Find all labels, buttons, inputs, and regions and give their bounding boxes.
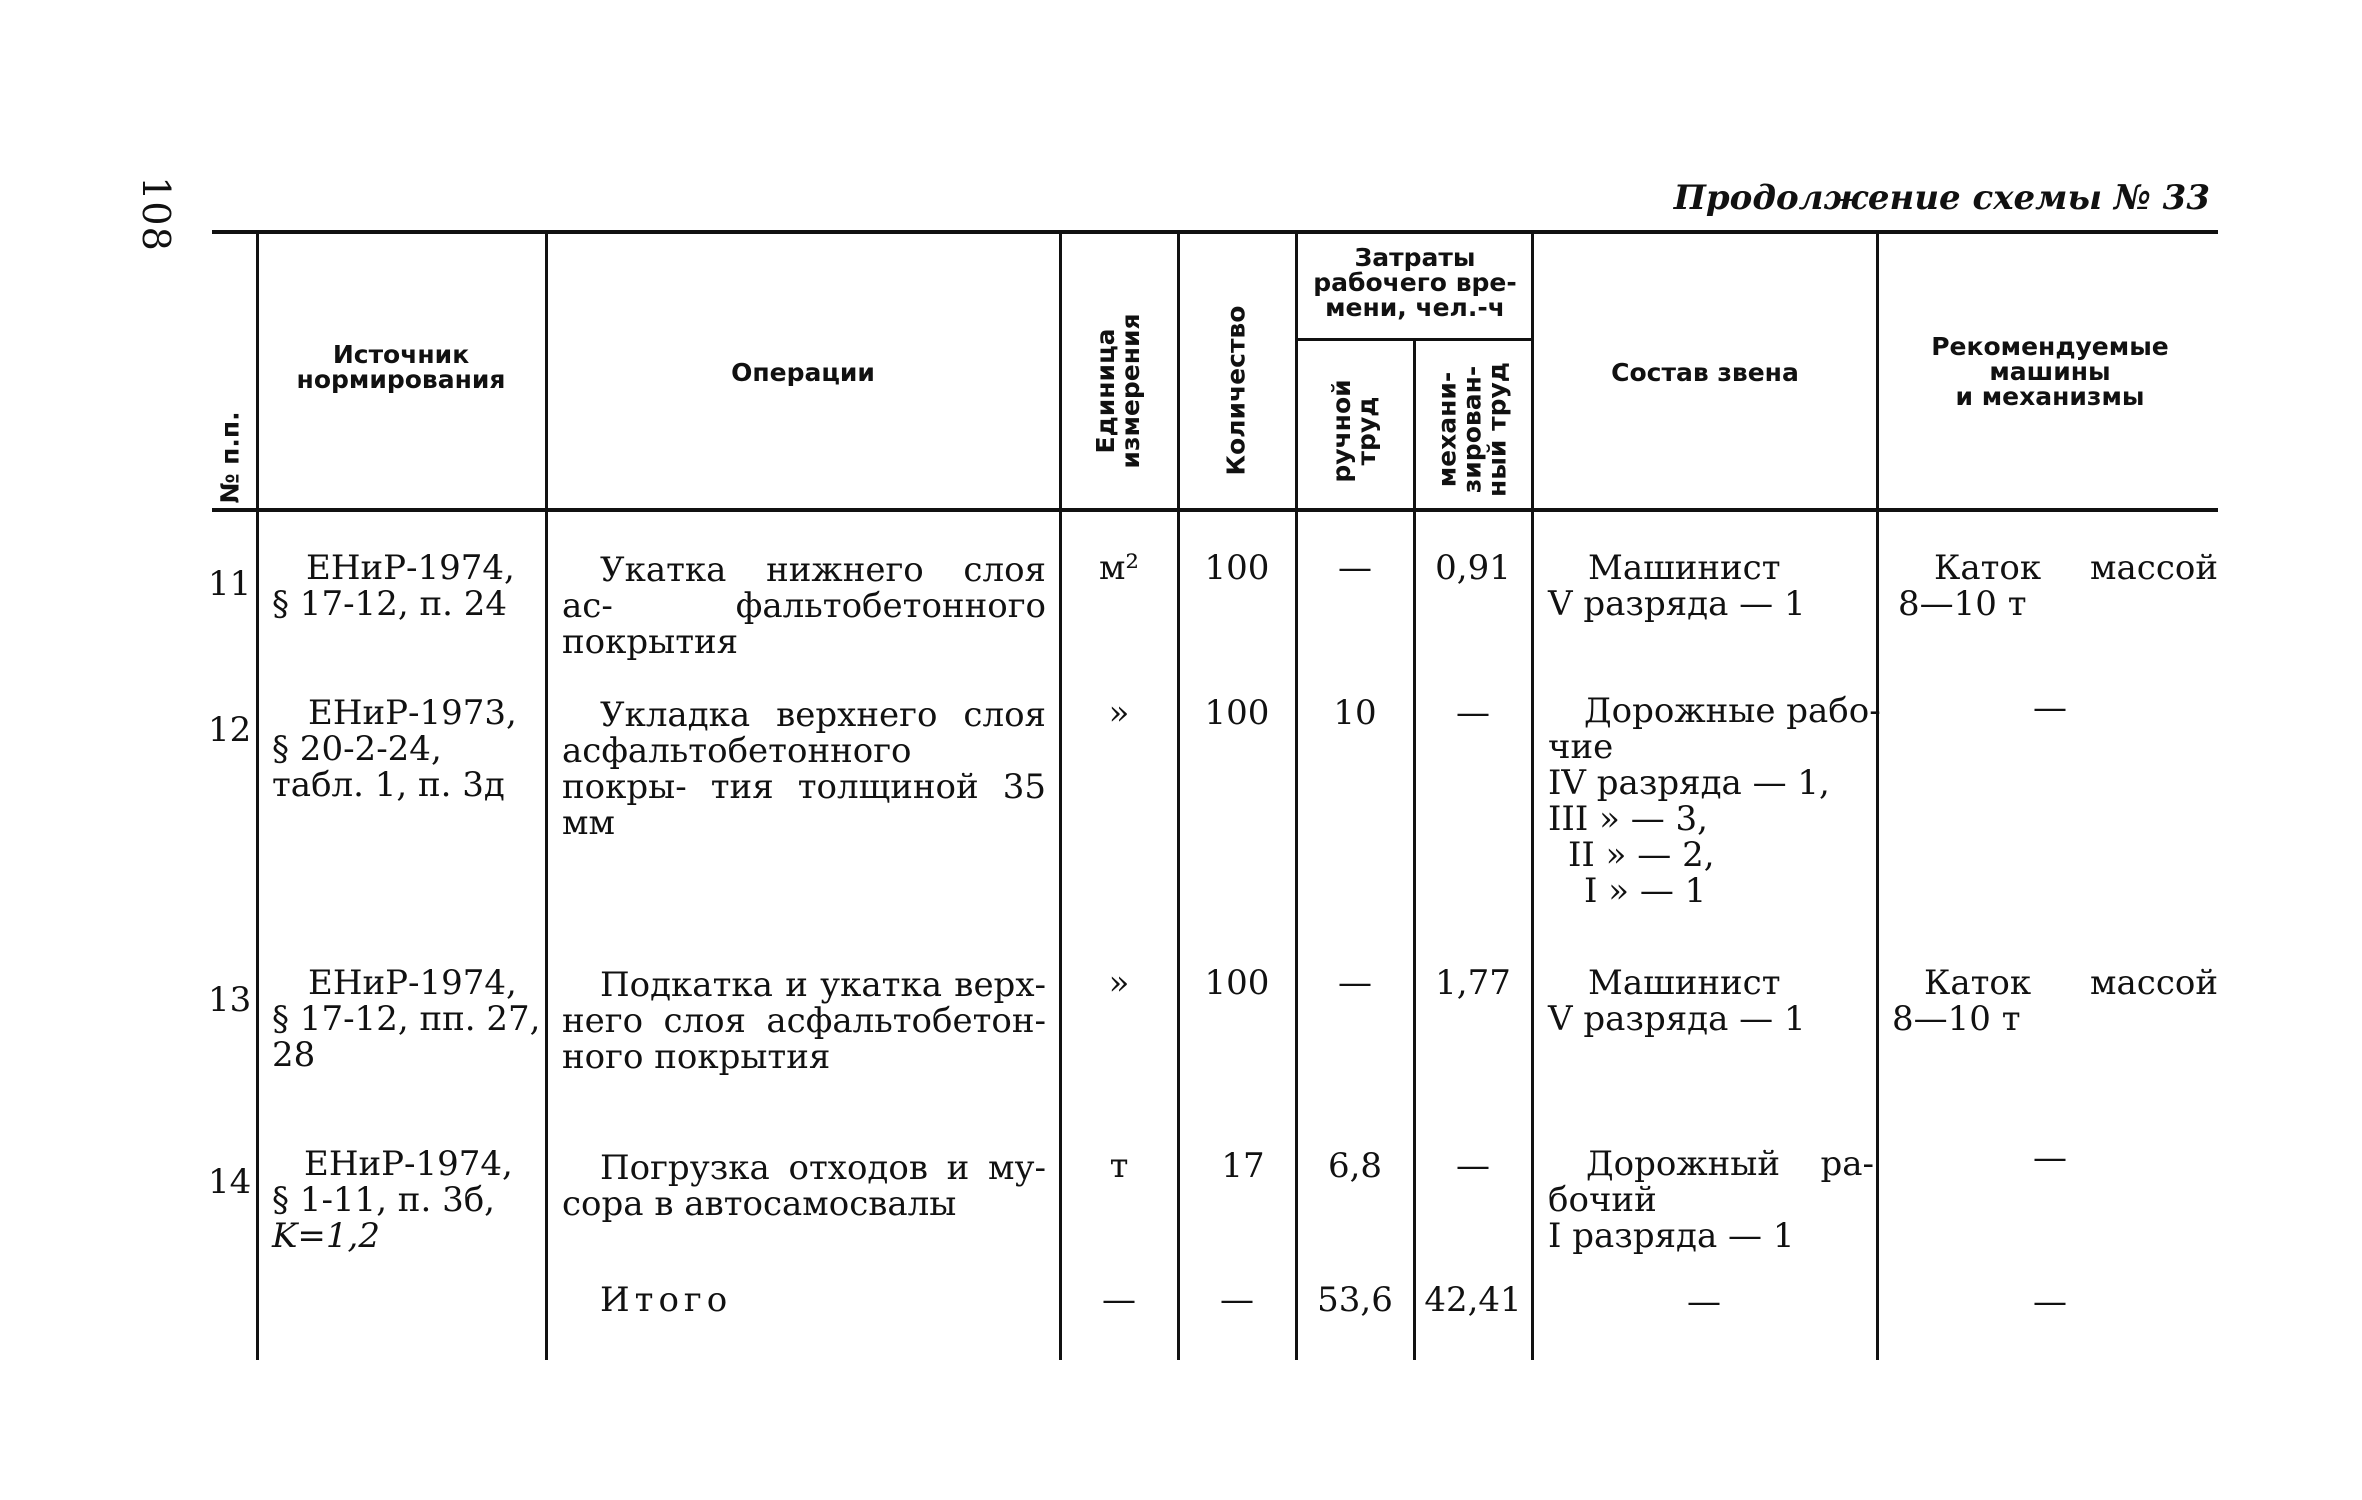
row-13-num: 13 (208, 980, 252, 1020)
row-13-crew: Машинист V разряда — 1 (1548, 963, 1806, 1039)
row-13-mech: 1,77 (1435, 963, 1511, 1003)
row-11-manual: — (1338, 548, 1372, 588)
row-12-manual: 10 (1333, 693, 1377, 733)
header-source: Источник нормирования (296, 340, 506, 394)
row-12-quantity: 100 (1204, 693, 1270, 733)
row-11-source: ЕНиР-1974, § 17-12, п. 24 (272, 548, 515, 624)
row-14-crew: Дорожный ра- бочий I разряда — 1 (1548, 1144, 1874, 1256)
row-11-mech: 0,91 (1435, 548, 1511, 588)
row-14-source: ЕНиР-1974, § 1-11, п. 3б, K=1,2 (272, 1144, 513, 1256)
col-divider (1295, 232, 1298, 1360)
total-unit: — (1102, 1280, 1136, 1320)
page-title: Продолжение схемы № 33 (1673, 178, 2210, 218)
header-quantity: Количество (1221, 305, 1251, 476)
row-12-unit: » (1108, 693, 1130, 733)
header-crew: Состав звена (1611, 358, 1799, 387)
row-13-machine: Каток массой 8—10 т (1892, 963, 2218, 1039)
total-machine: — (2033, 1282, 2067, 1322)
header-manual: ручной труд (1327, 379, 1381, 483)
col-divider (545, 232, 548, 1360)
header-operations: Операции (731, 358, 875, 387)
row-12-crew: Дорожные рабо- чие IV разряда — 1, III » — 3, II » — 2, I » — 1 (1548, 691, 1881, 911)
header-unit: Единица измерения (1091, 313, 1145, 469)
header-machines: Рекомендуемые машины и механизмы (1931, 332, 2169, 411)
row-12-mech: — (1456, 693, 1490, 733)
row-13-source: ЕНиР-1974, § 17-12, пп. 27, 28 (272, 963, 541, 1075)
row-13-manual: — (1338, 963, 1372, 1003)
col-divider (256, 232, 259, 1360)
row-12-machine: — (2033, 688, 2067, 728)
header-num: № п.п. (215, 411, 245, 504)
row-13-operation: Подкатка и укатка верх- него слоя асфальтобетон- ного покрытия (562, 965, 1046, 1077)
row-14-unit: т (1109, 1146, 1129, 1186)
total-quantity: — (1220, 1280, 1254, 1320)
header-mech: механи- зирован- ный труд (1432, 362, 1512, 497)
row-14-manual: 6,8 (1327, 1146, 1383, 1186)
row-14-quantity: 17 (1221, 1146, 1265, 1186)
row-11-num: 11 (208, 564, 252, 604)
col-divider (1059, 232, 1062, 1360)
top-rule (212, 230, 2218, 234)
row-12-source: ЕНиР-1973, § 20-2-24, табл. 1, п. 3д (272, 693, 517, 805)
header-costs: Затраты рабочего вре- мени, чел.-ч (1313, 243, 1517, 322)
row-11-machine: Каток массой 8—10 т (1898, 548, 2218, 624)
row-14-mech: — (1456, 1146, 1490, 1186)
header-rule (212, 508, 2218, 512)
costs-rule (1298, 338, 1534, 341)
col-divider (1531, 232, 1534, 1360)
total-manual: 53,6 (1317, 1280, 1393, 1320)
row-11-operation: Укатка нижнего слоя ас- фальтобетонного покрытия (562, 550, 1046, 662)
total-label: Итого (600, 1280, 733, 1320)
row-12-operation: Укладка верхнего слоя асфальтобетонного покры- тия толщиной 35 мм (562, 695, 1046, 843)
row-11-unit: м² (1098, 548, 1140, 588)
row-11-crew: Машинист V разряда — 1 (1548, 548, 1806, 624)
row-13-quantity: 100 (1204, 963, 1270, 1003)
row-14-operation: Погрузка отходов и му- сора в автосамосвалы (562, 1148, 1046, 1224)
col-divider (1177, 232, 1180, 1360)
row-11-quantity: 100 (1204, 548, 1270, 588)
col-divider (1413, 340, 1416, 1360)
total-crew: — (1687, 1282, 1721, 1322)
page-number: 108 (133, 176, 178, 252)
row-14-num: 14 (208, 1162, 252, 1202)
total-mech: 42,41 (1424, 1280, 1522, 1320)
row-13-unit: » (1108, 963, 1130, 1003)
row-14-machine: — (2033, 1138, 2067, 1178)
row-12-num: 12 (208, 710, 252, 750)
